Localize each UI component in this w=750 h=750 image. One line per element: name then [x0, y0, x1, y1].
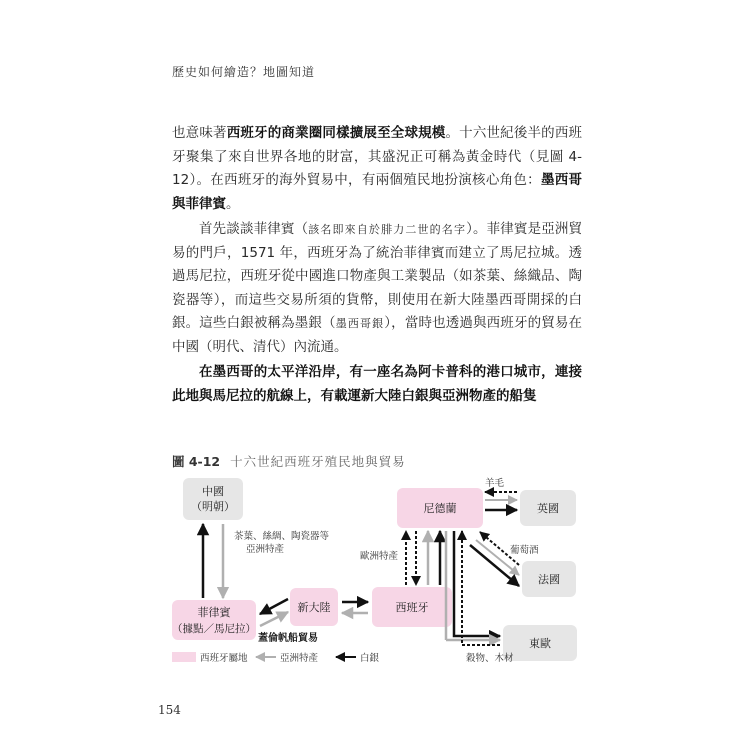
- p3-bold-a: 在墨西哥的太平洋沿岸，有一座名為阿卡普科的港口城市，連接此地與馬尼拉的航線上，有載運新大陸白銀與亞洲物產的船隻: [172, 364, 582, 404]
- china-label-1: 中國: [202, 485, 224, 498]
- netherlands-label: 尼德蘭: [423, 502, 457, 515]
- node-new-world: [290, 588, 338, 626]
- legend-silver-label: 白銀: [360, 653, 380, 664]
- node-philippines: [172, 600, 256, 640]
- node-france: [522, 561, 576, 597]
- node-spain: [372, 587, 452, 627]
- new-world-label: 新大陸: [297, 601, 331, 614]
- node-netherlands: [397, 488, 483, 528]
- wine-label: 葡萄酒: [510, 545, 539, 556]
- figure-title: 十六世紀西班牙殖民地與貿易: [230, 454, 406, 469]
- philippines-label-2: （據點／馬尼拉）: [172, 623, 256, 635]
- p1-text-c: 。十六世紀後半的西班牙聚集了來自世界各地的財富，其盛況正可稱為黃金時代（見圖 4-12）。在西班牙的海外貿易中，有兩個殖民地扮演核心角色：: [172, 125, 583, 188]
- legend: [172, 652, 380, 664]
- china-label-2: （明朝）: [191, 500, 235, 513]
- galleon-trade-label: 蓋倫帆船貿易: [258, 633, 318, 644]
- arrow-asian-philippines-newworld: [260, 612, 288, 626]
- p2-text-c: ），當時也透過與西班牙的貿易在中國（明代、清代）內流通。: [172, 315, 583, 355]
- figure-number: 圖 4-12: [172, 454, 221, 469]
- grain-wood-label: 穀物、木材: [466, 653, 514, 664]
- p1-bold-d: 墨西哥與菲律賓: [172, 172, 582, 212]
- arrow-silver-netherlands-easteurope: [454, 531, 500, 636]
- p2-note-1: 該名即來自於腓力二世的名字: [308, 223, 467, 236]
- node-east-europe: [503, 625, 577, 661]
- p2-text-b: ）。菲律賓是亞洲貿易的門戶，1571 年，西班牙為了統治菲律賓而建立了馬尼拉城。透過馬尼拉，西班牙從中國進口物產與工業製品（如茶葉、絲織品、陶瓷器等），而這些交易所須的貨幣，則使用在新大陸墨西哥開採的白銀。這些白銀被稱為墨銀（: [172, 221, 583, 331]
- east-europe-label: 東歐: [529, 637, 551, 650]
- legend-colony-label: 西班牙屬地: [200, 653, 248, 664]
- philippines-label-1: 菲律賓: [197, 606, 231, 619]
- spain-label: 西班牙: [395, 601, 429, 614]
- p1-bold-b: 西班牙的商業圈同樣擴展至全球規模: [226, 125, 446, 141]
- arrow-silver-newworld-philippines: [260, 599, 288, 614]
- european-goods-label: 歐洲特產: [360, 551, 399, 562]
- page-number: 154: [158, 703, 181, 717]
- p2-text-a: 首先談談菲律賓（: [199, 221, 309, 237]
- asian-goods-label-2: 亞洲特產: [246, 544, 285, 555]
- node-england: [520, 490, 576, 526]
- p2-note-2: 墨西哥銀: [335, 317, 385, 330]
- node-china: [183, 478, 243, 520]
- legend-asian-label: 亞洲特產: [280, 653, 319, 664]
- france-label: 法國: [538, 573, 560, 586]
- legend-colony-swatch: [172, 652, 196, 662]
- arrow-grain-easteurope-netherlands: [462, 531, 500, 645]
- asian-goods-label-1: 茶葉、絲綢、陶瓷器等: [234, 531, 330, 542]
- p1-text-e: 。: [226, 195, 240, 212]
- running-head: 歷史如何繪造？地圖知道: [172, 65, 316, 79]
- p1-text-a: 也意味著: [172, 125, 227, 141]
- wool-label: 羊毛: [485, 478, 505, 489]
- england-label: 英國: [537, 502, 559, 515]
